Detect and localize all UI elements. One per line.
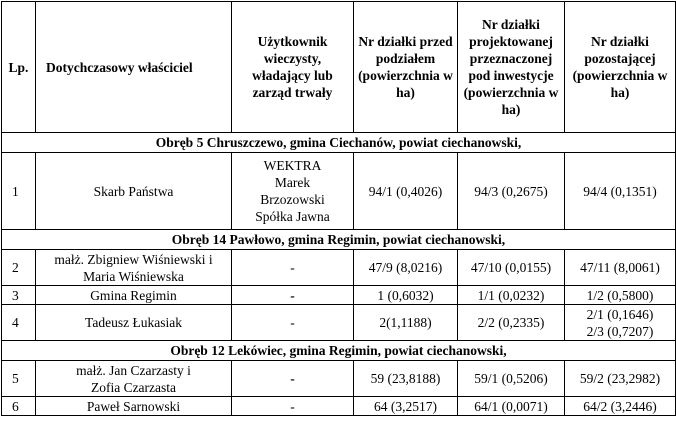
cell-before: 64 (3,2517) xyxy=(354,397,458,416)
parcel-table xyxy=(1,1,676,416)
table-header-row xyxy=(2,2,676,133)
cell-owner: Skarb Państwa xyxy=(36,153,232,230)
table-row xyxy=(2,250,676,286)
header-before: Nr działki przed podziałem (powierzchnia w ha) xyxy=(354,2,458,133)
cell-owner: Paweł Sarnowski xyxy=(36,397,232,416)
cell-remaining: 59/2 (23,2982) xyxy=(565,361,676,397)
cell-project: 64/1 (0,0071) xyxy=(458,397,565,416)
cell-before: 59 (23,8188) xyxy=(354,361,458,397)
cell-owner: Gmina Regimin xyxy=(36,286,232,305)
cell-remaining: 2/1 (0,1646) 2/3 (0,7207) xyxy=(565,305,676,341)
header-lp: Lp. xyxy=(2,2,36,133)
cell-user: - xyxy=(232,250,354,286)
cell-user: - xyxy=(232,361,354,397)
section-row xyxy=(2,133,676,153)
cell-owner: małż. Zbigniew Wiśniewski i Maria Wiśniewska xyxy=(36,250,232,286)
cell-project: 94/3 (0,2675) xyxy=(458,153,565,230)
cell-remaining: 1/2 (0,5800) xyxy=(565,286,676,305)
cell-lp: 3 xyxy=(2,286,36,305)
cell-project: 1/1 (0,0232) xyxy=(458,286,565,305)
section-row xyxy=(2,341,676,361)
cell-owner: małż. Jan Czarzasty i Zofia Czarzasta xyxy=(36,361,232,397)
table-row xyxy=(2,286,676,305)
section-row xyxy=(2,230,676,250)
section-title: Obręb 12 Lekówiec, gmina Regimin, powiat ciechanowski, xyxy=(2,341,676,361)
cell-project: 2/2 (0,2335) xyxy=(458,305,565,341)
cell-before: 47/9 (8,0216) xyxy=(354,250,458,286)
section-title: Obręb 14 Pawłowo, gmina Regimin, powiat ciechanowski, xyxy=(2,230,676,250)
cell-project: 47/10 (0,0155) xyxy=(458,250,565,286)
cell-lp: 6 xyxy=(2,397,36,416)
header-project: Nr działki projektowanej przeznaczonej pod inwestycje (powierzchnia w ha) xyxy=(458,2,565,133)
cell-user: - xyxy=(232,286,354,305)
header-remaining: Nr działki pozostającej (powierzchnia w ha) xyxy=(565,2,676,133)
cell-before: 94/1 (0,4026) xyxy=(354,153,458,230)
cell-user: WEKTRA Marek Brzozowski Spółka Jawna xyxy=(232,153,354,230)
table-row xyxy=(2,305,676,341)
cell-before: 2(1,1188) xyxy=(354,305,458,341)
header-user: Użytkownik wieczysty, władający lub zarząd trwały xyxy=(232,2,354,133)
cell-user: - xyxy=(232,305,354,341)
table-row xyxy=(2,361,676,397)
cell-user: - xyxy=(232,397,354,416)
cell-lp: 5 xyxy=(2,361,36,397)
cell-remaining: 64/2 (3,2446) xyxy=(565,397,676,416)
table-row xyxy=(2,153,676,230)
cell-project: 59/1 (0,5206) xyxy=(458,361,565,397)
header-owner: Dotychczasowy właściciel xyxy=(36,2,232,133)
cell-before: 1 (0,6032) xyxy=(354,286,458,305)
section-title: Obręb 5 Chruszczewo, gmina Ciechanów, powiat ciechanowski, xyxy=(2,133,676,153)
cell-lp: 4 xyxy=(2,305,36,341)
cell-remaining: 94/4 (0,1351) xyxy=(565,153,676,230)
cell-lp: 1 xyxy=(2,153,36,230)
cell-owner: Tadeusz Łukasiak xyxy=(36,305,232,341)
cell-lp: 2 xyxy=(2,250,36,286)
cell-remaining: 47/11 (8,0061) xyxy=(565,250,676,286)
table-row xyxy=(2,397,676,416)
